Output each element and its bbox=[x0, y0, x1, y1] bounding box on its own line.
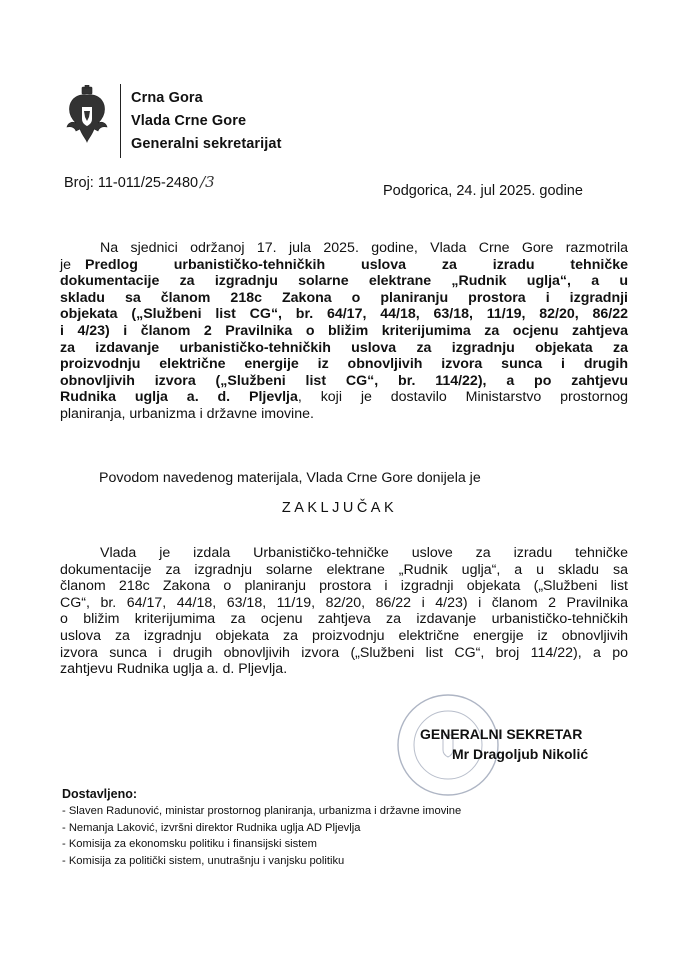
intro-line: proizvodnju električne energije iz obnovljivih izvora sunca i drugih bbox=[60, 356, 628, 373]
reference-number bbox=[64, 173, 215, 191]
intro-line: planiranja, urbanizma i državne imovine. bbox=[60, 405, 314, 422]
header-divider bbox=[120, 84, 121, 158]
intro-line: obnovljivih izvora („Službeni list CG“, br. 114/22), a po zahtjevu bbox=[60, 372, 628, 389]
handwritten-mark: /3 bbox=[200, 173, 215, 191]
intro-line: i 4/23) i članom 2 Pravilnika o bližim kriterijumima za ocjenu zahtjeva bbox=[60, 322, 628, 339]
conclusion-title: ZAKLJUČAK bbox=[281, 500, 398, 516]
intro-paragraph bbox=[60, 240, 628, 423]
intro-line: Na sjednici održanoj 17. jula 2025. godine, Vlada Crne Gore razmotrila bbox=[100, 240, 628, 256]
intro-line: je Predlog urbanističko-tehničkih uslova za izradu tehničke bbox=[60, 256, 628, 273]
header-government: Vlada Crne Gore bbox=[131, 113, 247, 129]
official-stamp bbox=[393, 690, 503, 800]
conclusion-line: o bližim kriterijumima za ocjenu zahtjeva za izdavanje urbanističko-tehničkih bbox=[60, 611, 628, 628]
distribution-item: - Komisija za ekonomsku politiku i finansijski sistem bbox=[62, 838, 317, 850]
povodom-line: Povodom navedenog materijala, Vlada Crne Gore donijela je bbox=[99, 470, 481, 486]
conclusion-line: zahtjevu Rudnika uglja a. d. Pljevlja. bbox=[60, 661, 288, 678]
distribution-title: Dostavljeno: bbox=[62, 787, 138, 801]
intro-line: za izdavanje urbanističko-tehničkih uslova za izgradnju objekata za bbox=[60, 339, 628, 356]
signature-title: GENERALNI SEKRETAR bbox=[420, 726, 583, 742]
document-date: Podgorica, 24. jul 2025. godine bbox=[383, 183, 583, 199]
intro-line: skladu sa članom 218c Zakona o planiranju prostora i izgradnji bbox=[60, 289, 628, 306]
reference-number-text: Broj: 11-011/25-2480 bbox=[64, 175, 199, 191]
conclusion-line: dokumentacije za izgradnju solarne elektrane „Rudnik uglja“, a u skladu sa bbox=[60, 561, 628, 578]
intro-line: Rudnika uglja a. d. Pljevlja, koji je dostavilo Ministarstvo prostornog bbox=[60, 389, 628, 406]
distribution-item: - Komisija za politički sistem, unutrašnju i vanjsku politiku bbox=[62, 854, 345, 867]
coat-of-arms-emblem bbox=[64, 85, 110, 143]
intro-line: objekata („Službeni list CG“, br. 64/17, 44/18, 63/18, 11/19, 82/20, 86/22 bbox=[60, 306, 628, 323]
signature-name: Mr Dragoljub Nikolić bbox=[452, 746, 589, 762]
conclusion-line: članom 218c Zakona o planiranju prostora i izgradnji objekata („Službeni list bbox=[60, 578, 628, 595]
header-country: Crna Gora bbox=[131, 90, 203, 106]
conclusion-line: uslova za izgradnju objekata za proizvodnju električne energije iz obnovljivih bbox=[60, 627, 628, 644]
conclusion-line: izvora sunca i drugih obnovljivih izvora („Službeni list CG“, broj 114/22), a po bbox=[60, 644, 628, 661]
intro-line: dokumentacije za izgradnju solarne elektrane „Rudnik uglja“, a u bbox=[60, 273, 628, 290]
distribution-item: - Slaven Radunović, ministar prostornog planiranja, urbanizma i državne imovine bbox=[62, 805, 462, 817]
header-secretariat: Generalni sekretarijat bbox=[131, 136, 282, 152]
conclusion-line: CG“, br. 64/17, 44/18, 63/18, 11/19, 82/20, 86/22 i 4/23) i članom 2 Pravilnika bbox=[60, 594, 628, 611]
distribution-list bbox=[62, 803, 461, 869]
conclusion-line: Vlada je izdala Urbanističko-tehničke uslove za izradu tehničke bbox=[100, 545, 628, 561]
conclusion-paragraph bbox=[60, 545, 628, 678]
distribution-item: - Nemanja Laković, izvršni direktor Rudnika uglja AD Pljevlja bbox=[62, 821, 361, 834]
